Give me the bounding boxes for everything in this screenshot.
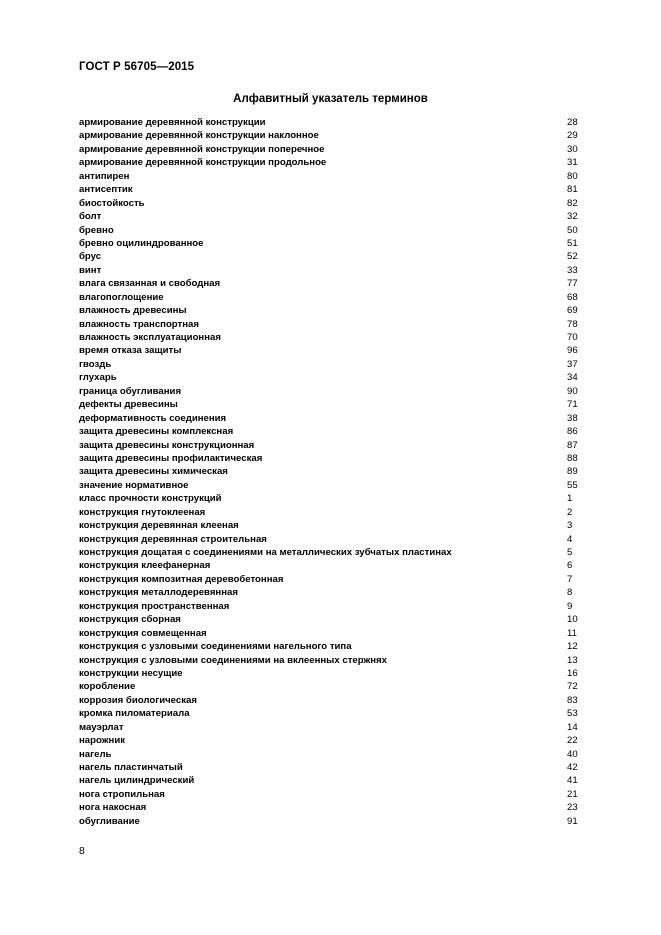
index-entry [79, 224, 579, 237]
index-entry [79, 116, 579, 129]
index-term: дефекты древесины [79, 399, 178, 411]
index-page-ref: 83 [567, 694, 578, 706]
index-page-ref: 22 [567, 735, 578, 747]
index-term: конструкция дощатая с соединениями на металлических зубчатых пластинах [79, 547, 452, 558]
index-term: бревно [79, 224, 114, 236]
index-term: конструкция с узловыми соединениями нагельного типа [79, 641, 352, 653]
index-term: граница обугливания [79, 385, 182, 397]
index-entry [79, 479, 579, 492]
index-entry [79, 761, 579, 774]
index-page-ref: 91 [567, 815, 578, 827]
index-page-ref: 14 [567, 721, 578, 733]
index-term: защита древесины профилактическая [79, 452, 263, 464]
index-term: деформативность соединения [79, 412, 227, 424]
index-page-ref: 53 [567, 708, 578, 720]
index-page-ref: 21 [567, 788, 578, 800]
index-entry [79, 748, 579, 761]
index-entry [79, 277, 579, 290]
index-entry [79, 358, 579, 371]
index-term: биостойкость [79, 197, 145, 209]
index-entry [79, 559, 579, 572]
index-page-ref: 68 [567, 291, 578, 303]
index-page-ref: 88 [567, 452, 578, 464]
index-entry [79, 519, 579, 532]
index-entry [79, 640, 579, 653]
index-entry [79, 412, 579, 425]
index-page-ref: 70 [567, 332, 578, 343]
index-page-ref: 12 [567, 641, 578, 653]
index-entry [79, 801, 579, 814]
index-term: класс прочности конструкций [79, 493, 222, 505]
index-page-ref: 4 [567, 533, 573, 545]
index-term: мауэрлат [79, 721, 124, 733]
index-entry [79, 506, 579, 519]
index-page-ref: 77 [567, 278, 578, 290]
index-term: влажность древесины [79, 305, 187, 317]
index-page-ref: 28 [567, 117, 578, 128]
index-term: конструкция деревянная строительная [79, 533, 267, 545]
index-page-ref: 72 [567, 681, 578, 693]
index-term: значение нормативное [79, 479, 189, 491]
index-entry [79, 264, 579, 277]
index-entry [79, 143, 579, 156]
index-page-ref: 41 [567, 775, 578, 787]
index-term: армирование деревянной конструкции продольное [79, 157, 327, 169]
index-term: конструкция металлодеревянная [79, 587, 238, 599]
index-page-ref: 37 [567, 358, 578, 370]
index-term: конструкция с узловыми соединениями на вклеенных стержнях [79, 654, 387, 666]
index-page-ref: 51 [567, 237, 578, 249]
index-term: нарожник [79, 735, 126, 747]
index-entry [79, 680, 579, 693]
index-entry [79, 129, 579, 142]
index-page-ref: 40 [567, 748, 578, 760]
term-index-list [79, 116, 579, 828]
index-term: брус [79, 251, 102, 263]
index-term: армирование деревянной конструкции [79, 117, 266, 128]
index-entry [79, 344, 579, 357]
index-entry [79, 492, 579, 505]
index-page-ref: 30 [567, 143, 578, 155]
index-term: бревно оцилиндрованное [79, 237, 204, 249]
section-title: Алфавитный указатель терминов [233, 93, 428, 105]
index-page-ref: 69 [567, 305, 578, 317]
index-term: защита древесины комплексная [79, 426, 234, 438]
index-term: коррозия биологическая [79, 694, 197, 706]
index-page-ref: 52 [567, 251, 578, 263]
index-page-ref: 7 [567, 573, 573, 585]
document-id: ГОСТ Р 56705—2015 [79, 61, 195, 73]
index-entry [79, 613, 579, 626]
index-term: винт [79, 264, 102, 276]
index-entry [79, 774, 579, 787]
index-term: гвоздь [79, 358, 112, 370]
page-number: 8 [79, 845, 85, 857]
index-term: нога стропильная [79, 788, 165, 800]
index-page-ref: 31 [567, 157, 578, 169]
index-entry [79, 170, 579, 183]
index-page-ref: 23 [567, 802, 578, 814]
index-page-ref: 3 [567, 520, 573, 532]
index-entry [79, 156, 579, 169]
index-entry [79, 707, 579, 720]
index-term: коробление [79, 681, 136, 693]
index-page-ref: 38 [567, 412, 578, 424]
index-page-ref: 90 [567, 385, 578, 397]
index-entry [79, 237, 579, 250]
index-entry [79, 318, 579, 331]
index-term: защита древесины химическая [79, 466, 228, 478]
index-entry [79, 425, 579, 438]
index-page-ref: 10 [567, 614, 578, 626]
index-term: конструкция пространственная [79, 600, 230, 612]
index-page-ref: 16 [567, 667, 578, 679]
index-term: влагопоглощение [79, 291, 164, 303]
index-page-ref: 34 [567, 372, 578, 384]
index-term: конструкция гнутоклееная [79, 506, 206, 518]
index-page-ref: 29 [567, 130, 578, 142]
index-page-ref: 80 [567, 170, 578, 182]
index-term: антипирен [79, 170, 130, 182]
index-entry [79, 546, 579, 559]
index-entry [79, 627, 579, 640]
index-page-ref: 71 [567, 399, 578, 411]
index-page-ref: 32 [567, 211, 578, 223]
index-entry [79, 385, 579, 398]
index-page-ref: 11 [567, 627, 577, 639]
index-term: влага связанная и свободная [79, 278, 221, 290]
index-page-ref: 6 [567, 560, 573, 572]
index-page-ref: 96 [567, 345, 578, 357]
index-entry [79, 586, 579, 599]
index-page-ref: 82 [567, 197, 578, 209]
index-entry [79, 291, 579, 304]
index-term: влажность транспортная [79, 318, 199, 330]
index-entry [79, 721, 579, 734]
index-page-ref: 42 [567, 762, 578, 773]
index-page-ref: 13 [567, 654, 578, 666]
index-entry [79, 197, 579, 210]
index-entry [79, 304, 579, 317]
index-entry [79, 371, 579, 384]
index-page-ref: 89 [567, 466, 578, 478]
index-page-ref: 55 [567, 479, 578, 491]
index-term: конструкция сборная [79, 614, 181, 626]
index-term: глухарь [79, 372, 117, 384]
index-page-ref: 81 [567, 184, 578, 196]
index-page-ref: 33 [567, 264, 578, 276]
index-term: обугливание [79, 815, 140, 827]
index-entry [79, 398, 579, 411]
index-entry [79, 210, 579, 223]
index-entry [79, 600, 579, 613]
index-term: конструкция клеефанерная [79, 560, 211, 572]
index-page-ref: 5 [567, 547, 573, 558]
index-term: нога накосная [79, 802, 147, 814]
index-page-ref: 9 [567, 600, 573, 612]
index-term: защита древесины конструкционная [79, 439, 255, 451]
index-term: конструкция композитная деревобетонная [79, 573, 284, 585]
index-entry [79, 331, 579, 344]
index-page-ref: 50 [567, 224, 578, 236]
index-term: влажность эксплуатационная [79, 332, 221, 343]
index-term: время отказа защиты [79, 345, 182, 357]
index-term: армирование деревянной конструкции наклонное [79, 130, 319, 142]
index-entry [79, 654, 579, 667]
index-term: армирование деревянной конструкции поперечное [79, 143, 325, 155]
index-page-ref: 8 [567, 587, 573, 599]
index-entry [79, 533, 579, 546]
index-term: антисептик [79, 184, 133, 196]
index-term: кромка пиломатериала [79, 708, 190, 720]
index-term: конструкции несущие [79, 667, 183, 679]
index-entry [79, 250, 579, 263]
index-entry [79, 183, 579, 196]
index-page-ref: 78 [567, 318, 578, 330]
index-term: болт [79, 211, 102, 223]
index-term: конструкция деревянная клееная [79, 520, 239, 532]
index-term: нагель цилиндрический [79, 775, 195, 787]
index-entry [79, 439, 579, 452]
index-entry [79, 788, 579, 801]
index-entry [79, 694, 579, 707]
index-entry [79, 573, 579, 586]
index-entry [79, 667, 579, 680]
index-term: нагель [79, 748, 112, 760]
index-term: конструкция совмещенная [79, 627, 207, 639]
index-entry [79, 734, 579, 747]
index-entry [79, 465, 579, 478]
index-entry [79, 815, 579, 828]
index-page-ref: 87 [567, 439, 578, 451]
index-term: нагель пластинчатый [79, 762, 183, 773]
index-page-ref: 2 [567, 506, 573, 518]
index-page-ref: 1 [567, 493, 573, 505]
index-page-ref: 86 [567, 426, 578, 438]
index-entry [79, 452, 579, 465]
